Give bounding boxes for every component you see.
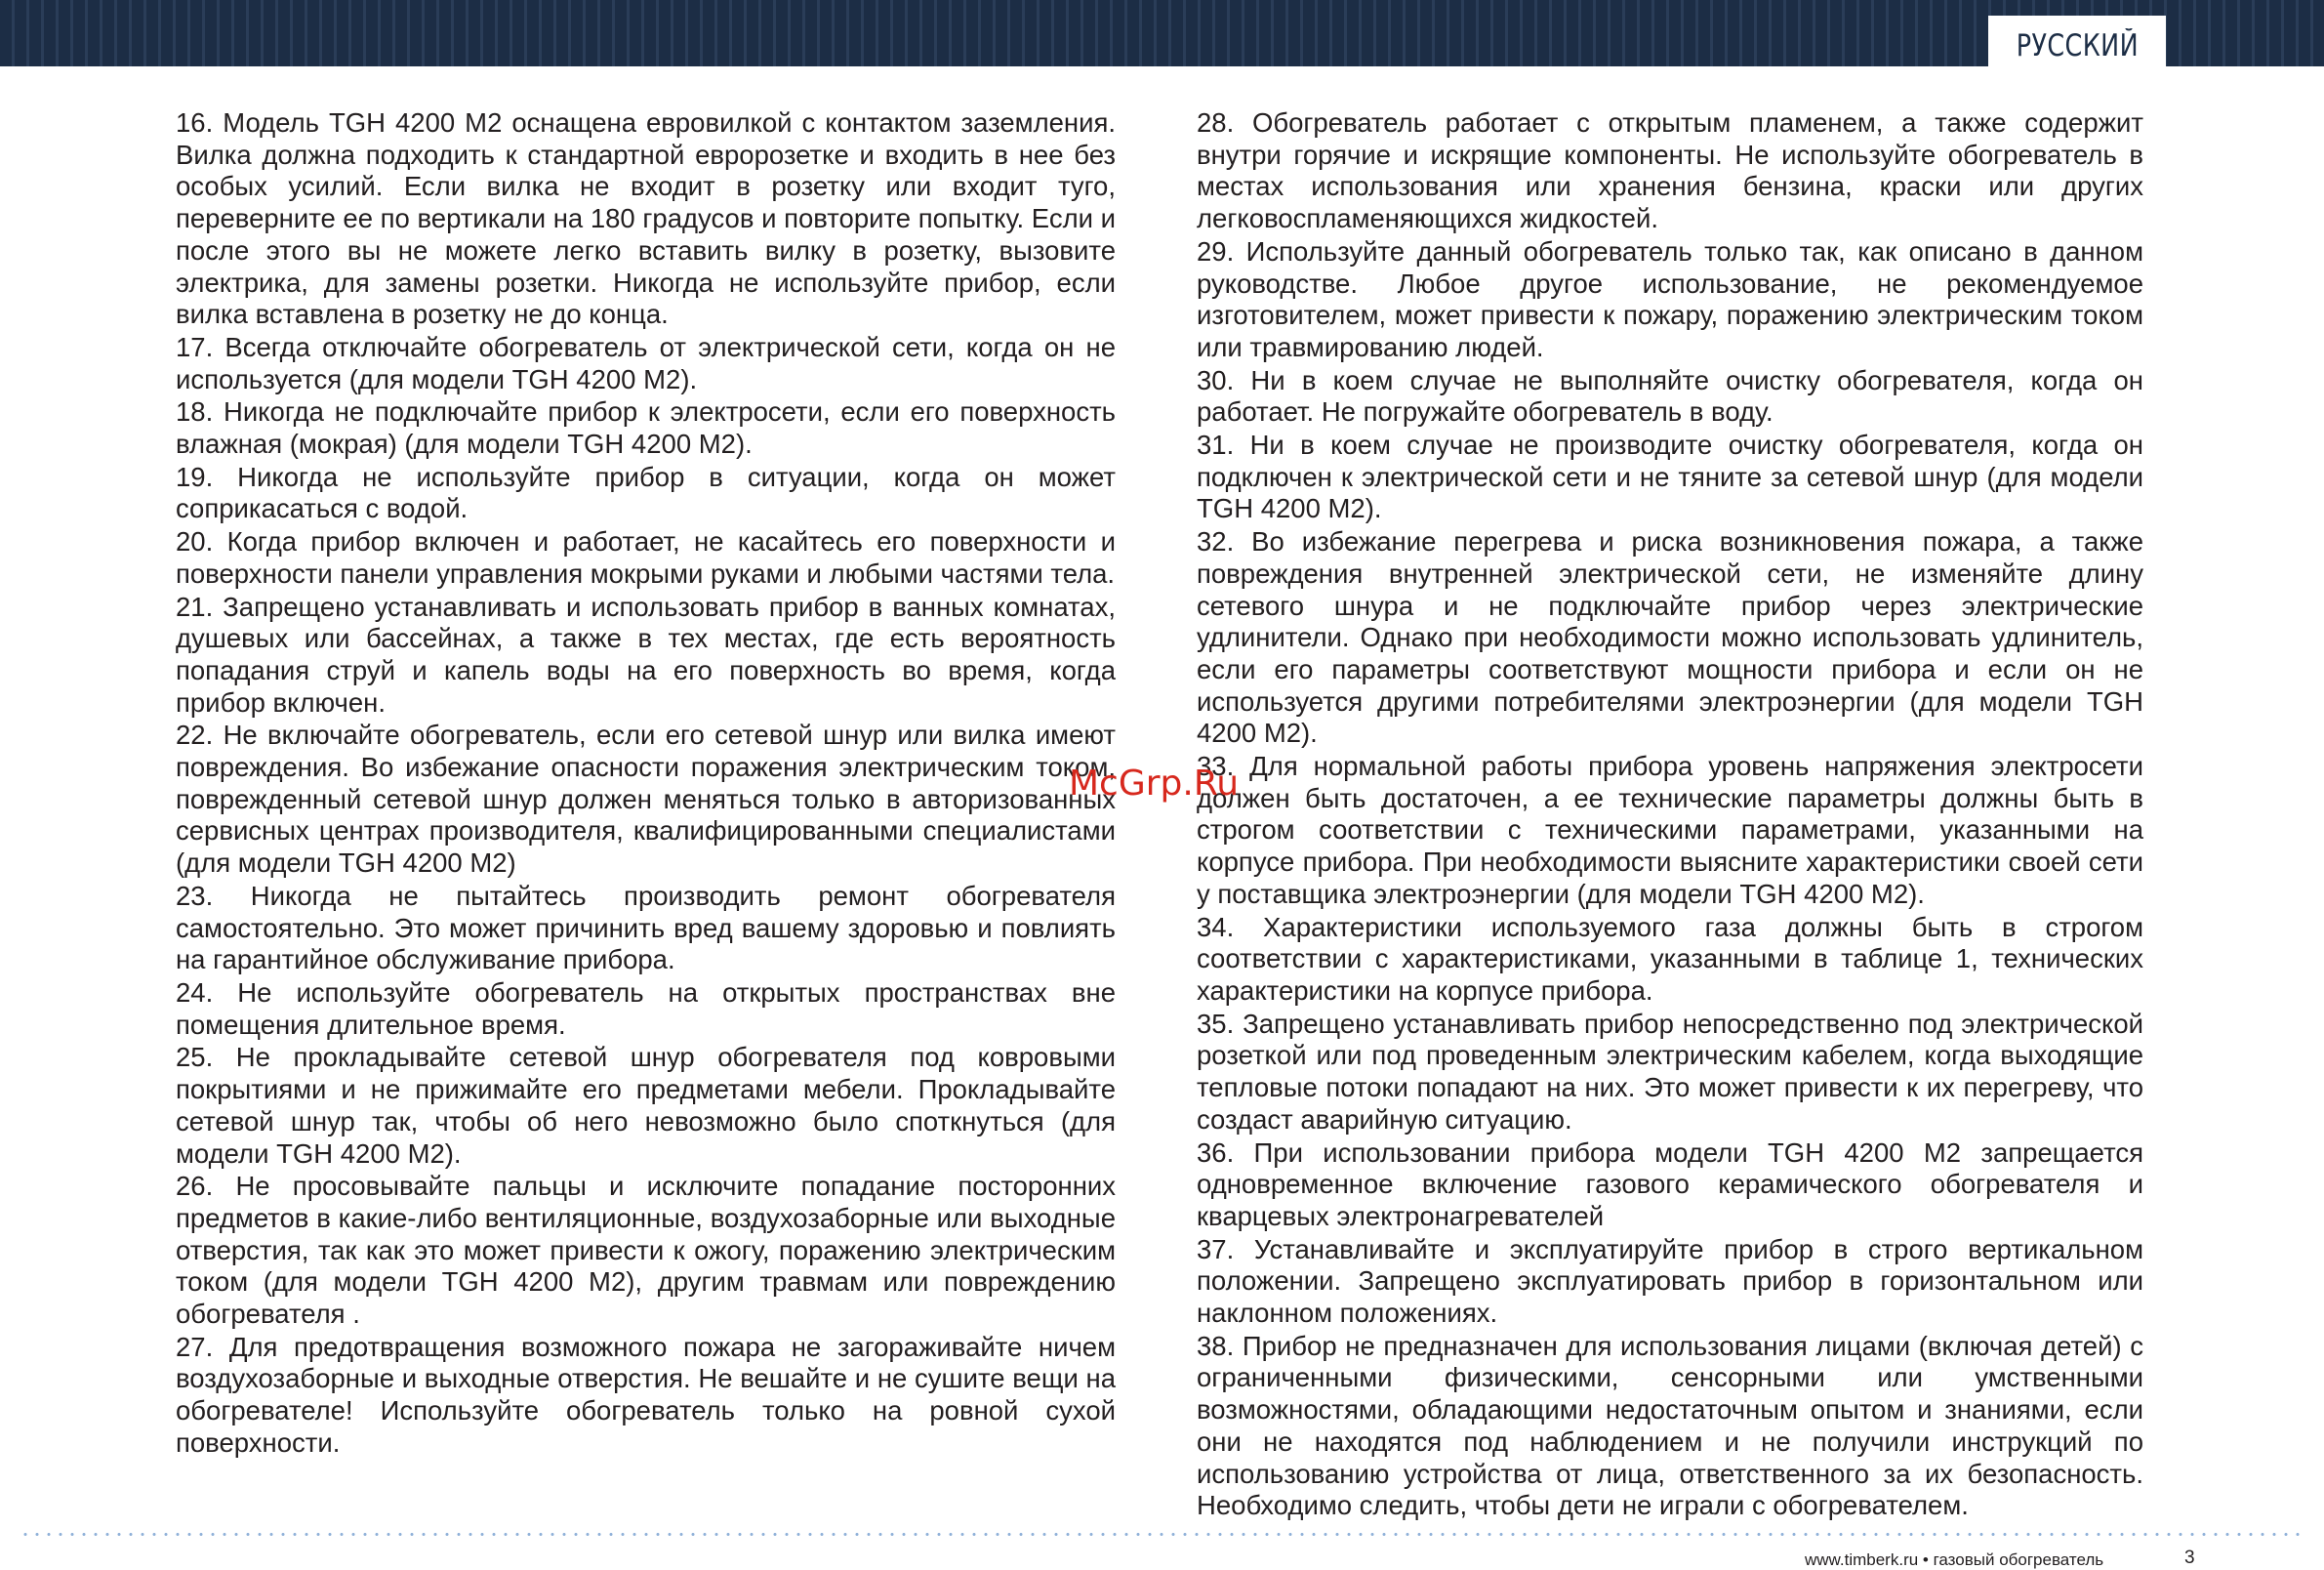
instruction-30: 30. Ни в коем случае не выполняйте очистку обогревателя, когда он работает. Не погружайте обогреватель в воду. [1197, 364, 2143, 428]
page-number: 3 [2184, 1548, 2195, 1568]
instruction-37: 37. Устанавливайте и эксплуатируйте прибор в строго вертикальном положении. Запрещено эксплуатировать прибор в горизонтальном или наклонном положениях. [1197, 1233, 2143, 1329]
instruction-33: 33. Для нормальной работы прибора уровень напряжения электросети должен быть достаточен, а ее технические параметры должны быть в строгом соответствии с техническими параметрами, указанными на корпусе прибора. При необходимости выясните характеристики своей сети у поставщика электроэнергии (для модели TGH 4200 M2). [1197, 751, 2143, 909]
instruction-31: 31. Ни в коем случае не производите очистку обогревателя, когда он подключен к электрической сети и не тяните за сетевой шнур (для модели TGH 4200 M2). [1197, 430, 2143, 524]
instruction-38: 38. Прибор не предназначен для использования лицами (включая детей) с ограниченными физическими, сенсорными или умственными возможностями, обладающими недостаточным опытом и знаниями, если они не находятся под наблюдением и не получили инструкций по использованию устройства от лица, ответственного за их безопасность. Необходимо следить, чтобы дети не играли с обогревателем. [1197, 1330, 2143, 1521]
footer-dotted-rule [20, 1533, 2304, 1536]
header-band [0, 0, 2324, 66]
instruction-21: 21. Запрещено устанавливать и использовать прибор в ванных комнатах, душевых или бассейнах, а также в тех местах, где есть вероятность попадания струй и капель воды на его поверхность во время, когда прибор включен. [176, 591, 1116, 718]
instruction-29: 29. Используйте данный обогреватель только так, как описано в данном руководстве. Любое другое использование, не рекомендуемое изготовителем, может привести к пожару, поражению электрическим током или травмированию людей. [1197, 235, 2143, 362]
instruction-26: 26. Не просовывайте пальцы и исключите попадание посторонних предметов в какие-либо вентиляционные, воздухозаборные или выходные отверстия, так как это может привести к ожогу, поражению электрическим током (для модели TGH 4200 M2), другим травмам или повреждению обогревателя . [176, 1171, 1116, 1330]
right-column [1197, 107, 2143, 1523]
instruction-35: 35. Запрещено устанавливать прибор непосредственно под электрической розеткой или под проведенным электрическим кабелем, когда выходящие тепловые потоки попадают на них. Это может привести к их перегреву, что создаст аварийную ситуацию. [1197, 1008, 2143, 1135]
instruction-17: 17. Всегда отключайте обогреватель от электрической сети, когда он не используется (для модели TGH 4200 M2). [176, 331, 1116, 394]
language-label: РУССКИЙ [2016, 28, 2139, 63]
language-tab [1988, 16, 2166, 76]
instruction-34: 34. Характеристики используемого газа должны быть в строгом соответствии с характеристиками, указанными в таблице 1, технических характеристики на корпусе прибора. [1197, 911, 2143, 1006]
instruction-27: 27. Для предотвращения возможного пожара не загораживайте ничем воздухозаборные и выходные отверстия. Не вешайте и не сушите вещи на обогревателе! Используйте обогреватель только на ровной сухой поверхности. [176, 1331, 1116, 1458]
instruction-19: 19. Никогда не используйте прибор в ситуации, когда он может соприкасаться с водой. [176, 461, 1116, 524]
watermark: McGrp.Ru [1069, 764, 1240, 804]
left-column [176, 107, 1116, 1461]
instruction-24: 24. Не используйте обогреватель на открытых пространствах вне помещения длительное время. [176, 976, 1116, 1040]
instruction-32: 32. Во избежание перегрева и риска возникновения пожара, а также повреждения внутренней электрической сети, не изменяйте длину сетевого шнура и не подключайте прибор через электрические удлинители. Однако при необходимости можно использовать удлинитель, если его параметры соответствуют мощности прибора и если он не используется другими потребителями электроэнергии (для модели TGH 4200 M2). [1197, 526, 2143, 749]
instruction-16: 16. Модель TGH 4200 M2 оснащена евровилкой с контактом заземления. Вилка должна подходить к стандартной евророзетке и входить в нее без особых усилий. Если вилка не входит в розетку или входит туго, переверните ее по вертикали на 180 градусов и повторите попытку. Если и после этого вы не можете легко вставить вилку в розетку, вызовите электрика, для замены розетки. Никогда не используйте прибор, если вилка вставлена в розетку не до конца. [176, 107, 1116, 330]
instruction-28: 28. Обогреватель работает с открытым пламенем, а также содержит внутри горячие и искрящие компоненты. Не используйте обогреватель в местах использования или хранения бензина, краски или других легковоспламеняющихся жидкостей. [1197, 107, 2143, 234]
instruction-20: 20. Когда прибор включен и работает, не касайтесь его поверхности и поверхности панели управления мокрыми руками и любыми частями тела. [176, 526, 1116, 589]
instruction-23: 23. Никогда не пытайтесь производить ремонт обогревателя самостоятельно. Это может причинить вред вашему здоровью и повлиять на гарантийное обслуживание прибора. [176, 880, 1116, 975]
footer-text: www.timberk.ru • газовый обогреватель [1805, 1550, 2104, 1569]
instruction-18: 18. Никогда не подключайте прибор к электросети, если его поверхность влажная (мокрая) (для модели TGH 4200 M2). [176, 396, 1116, 460]
instruction-25: 25. Не прокладывайте сетевой шнур обогревателя под ковровыми покрытиями и не прижимайте его предметами мебели. Прокладывайте сетевой шнур так, чтобы об него невозможно было споткнуться (для модели TGH 4200 M2). [176, 1042, 1116, 1169]
instruction-36: 36. При использовании прибора модели TGH 4200 M2 запрещается одновременное включение газового керамического обогревателя и кварцевых электронагревателей [1197, 1136, 2143, 1231]
instruction-22: 22. Не включайте обогреватель, если его сетевой шнур или вилка имеют повреждения. Во избежание опасности поражения электрическим током, поврежденный сетевой шнур должен меняться только в авторизованных сервисных центрах производителя, квалифицированными специалистами (для модели TGH 4200 M2) [176, 720, 1116, 879]
